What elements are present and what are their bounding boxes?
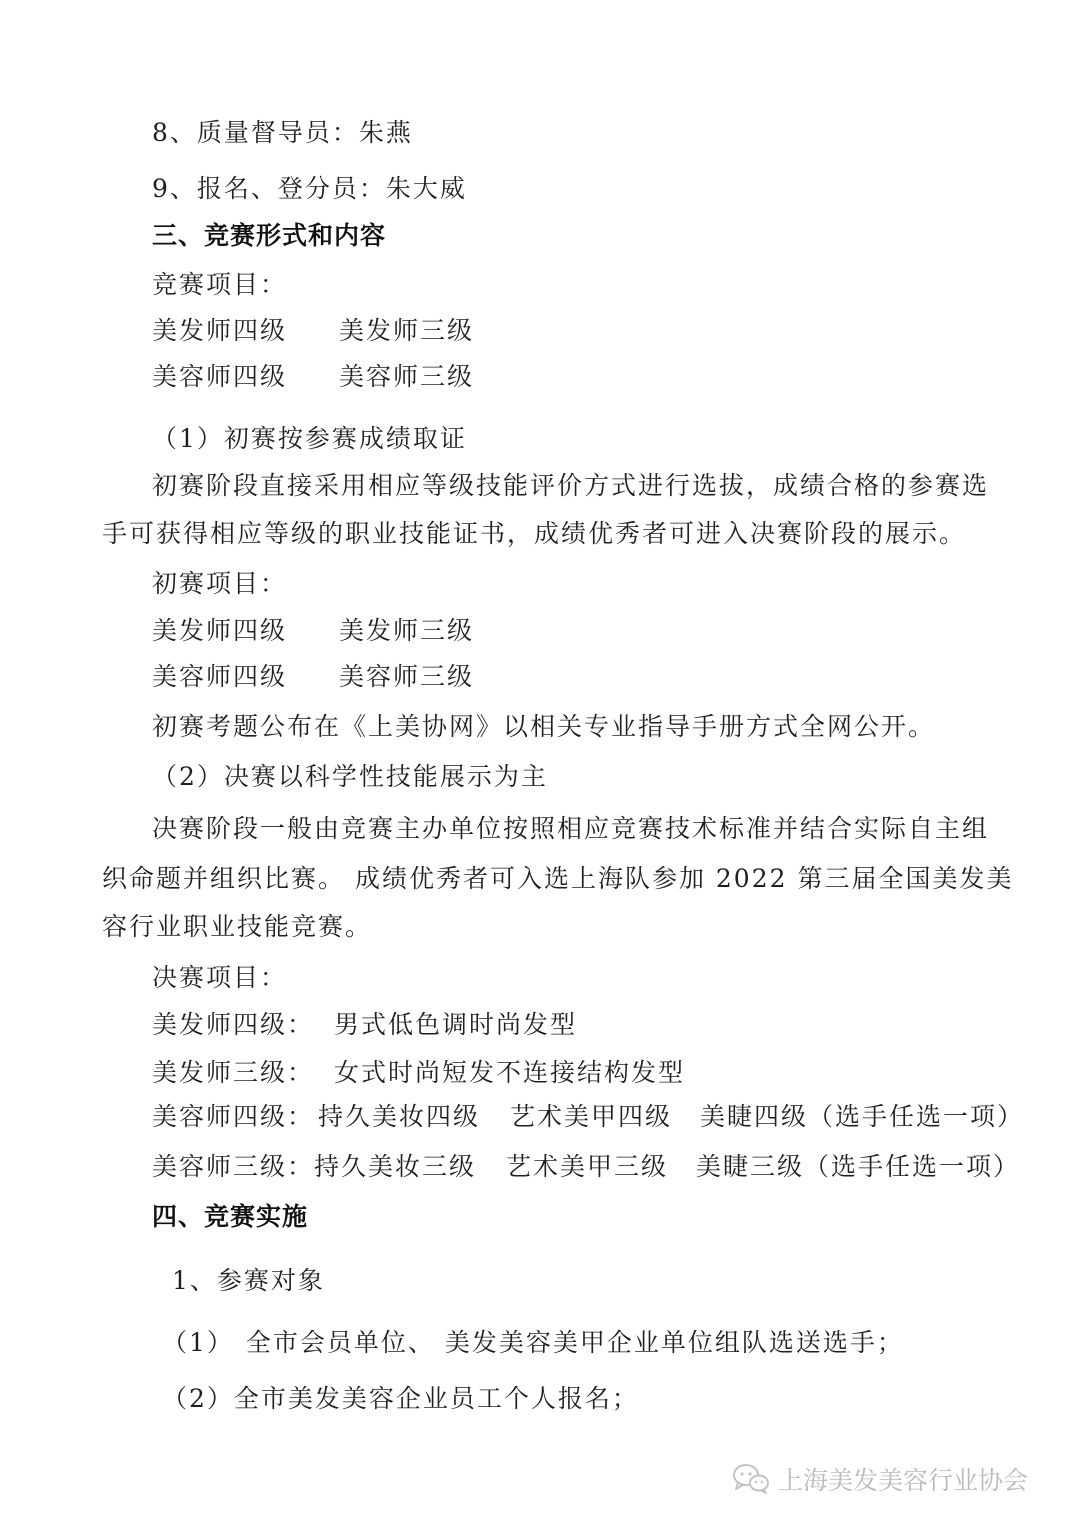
final-item-hair-level3: [152, 1056, 685, 1090]
final-paragraph-line-2: 织命题并组织比赛。 成绩优秀者可入选上海队参加 2022 第三届全国美发美: [102, 864, 1014, 893]
final-item-category: 美容师四级：: [152, 1102, 315, 1131]
wechat-icon: [732, 1463, 770, 1495]
preliminary-items-row-2: [152, 660, 474, 694]
preliminary-items-row-1: [152, 614, 474, 648]
participants-item-2: （2）全市美发美容企业员工个人报名；: [162, 1384, 639, 1413]
final-item-beauty-level3: [152, 1150, 1020, 1184]
item-beauty-level3: 美容师三级: [339, 362, 475, 391]
competition-items-row-2: [152, 360, 474, 394]
final-item-lashes: 美睫三级（选手任选一项）: [696, 1152, 1021, 1181]
final-item-nail-art: 艺术美甲四级: [510, 1102, 673, 1131]
participants-subheading: 1、参赛对象: [172, 1266, 325, 1295]
item-text: 全市会员单位、 美发美容美甲企业单位组队选送选手；: [245, 1328, 904, 1357]
final-paragraph-line-1: 决赛阶段一般由竞赛主办单位按照相应竞赛技术标准并结合实际自主组: [152, 814, 990, 843]
final-item-makeup: 持久美妆三级: [314, 1152, 477, 1181]
item-number: （1）: [162, 1328, 234, 1357]
preliminary-paragraph-line-1: 初赛阶段直接采用相应等级技能评价方式进行选拔，成绩合格的参赛选: [152, 471, 990, 500]
final-item-hair-level4: [152, 1008, 577, 1042]
final-item-category: 美发师三级：: [152, 1058, 315, 1087]
watermark: [732, 1461, 1028, 1497]
final-item-project: 男式低色调时尚发型: [334, 1010, 578, 1039]
staff-registration-scorer: 9、报名、登分员：朱大威: [152, 174, 467, 203]
preliminary-subheading: （1）初赛按参赛成绩取证: [152, 424, 467, 453]
final-item-beauty-level4: [152, 1100, 1024, 1134]
participants-item-1: [162, 1326, 904, 1360]
preliminary-publication-note: 初赛考题公布在《上美协网》以相关专业指导手册方式全网公开。: [152, 712, 936, 741]
final-item-lashes: 美睫四级（选手任选一项）: [700, 1102, 1025, 1131]
competition-items-row-1: [152, 314, 474, 348]
item-hair-level4: 美发师四级: [152, 316, 288, 345]
preliminary-items-label: 初赛项目：: [152, 569, 288, 598]
final-item-makeup: 持久美妆四级: [318, 1102, 481, 1131]
final-item-category: 美发师四级：: [152, 1010, 315, 1039]
prelim-hair-level4: 美发师四级: [152, 616, 288, 645]
item-hair-level3: 美发师三级: [339, 316, 475, 345]
item-beauty-level4: 美容师四级: [152, 362, 288, 391]
prelim-hair-level3: 美发师三级: [339, 616, 475, 645]
preliminary-paragraph-line-2: 手可获得相应等级的职业技能证书，成绩优秀者可进入决赛阶段的展示。: [102, 519, 967, 548]
final-paragraph-line-3: 容行业职业技能竞赛。: [102, 912, 373, 941]
final-item-category: 美容师三级：: [152, 1152, 315, 1181]
final-subheading: （2）决赛以科学性技能展示为主: [152, 762, 548, 791]
watermark-text: 上海美发美容行业协会: [778, 1466, 1029, 1495]
final-item-project: 女式时尚短发不连接结构发型: [334, 1058, 686, 1087]
prelim-beauty-level4: 美容师四级: [152, 662, 288, 691]
competition-items-label: 竞赛项目：: [152, 270, 288, 299]
staff-quality-supervisor: 8、质量督导员：朱燕: [152, 118, 413, 147]
final-item-nail-art: 艺术美甲三级: [506, 1152, 669, 1181]
final-items-label: 决赛项目：: [152, 963, 288, 992]
section-heading-4: 四、竞赛实施: [152, 1202, 309, 1231]
section-heading-3: 三、竞赛形式和内容: [152, 221, 387, 250]
prelim-beauty-level3: 美容师三级: [339, 662, 475, 691]
